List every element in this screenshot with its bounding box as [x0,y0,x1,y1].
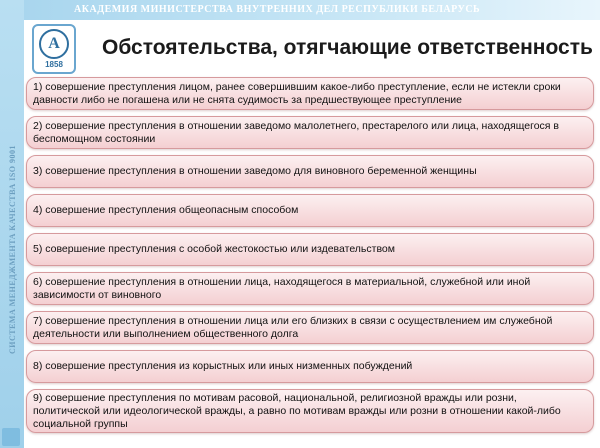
list-item-text: 7) совершение преступления в отношении лица или его близких в связи с осуществлением им служебной деятельности или выполнением общественного долга [33,314,553,340]
quality-system-caption [2,85,22,415]
list-item [26,194,594,227]
academy-name: АКАДЕМИЯ МИНИСТЕРСТВА ВНУТРЕННИХ ДЕЛ РЕСПУБЛИКИ БЕЛАРУСЬ [74,4,481,15]
academy-logo [32,24,76,74]
page-title: Обстоятельства, отягчающие ответственность [102,36,593,59]
list-item-text: 2) совершение преступления в отношении заведомо малолетнего, престарелого или лица, находящегося в беспомощном состоянии [33,119,559,145]
logo-year: 1858 [45,60,63,69]
list-item [26,272,594,305]
logo-letter: А [48,35,60,52]
list-item [26,77,594,110]
list-item [26,350,594,383]
circumstances-list [26,77,594,433]
list-item [26,116,594,149]
list-item [26,155,594,188]
list-item-text: 5) совершение преступления с особой жестокостью или издевательством [33,243,395,255]
list-item-text: 9) совершение преступления по мотивам расовой, национальной, религиозной вражды или розни, политической или идеологической вражды, а равно по мотивам вражды или розни в отношении какой-либо социальной группы [33,391,561,430]
list-item [26,233,594,266]
list-item-text: 1) совершение преступления лицом, ранее совершившим какое-либо преступление, если не истекли сроки давности либо не погашена или не снята судимость за предшествующее преступление [33,80,561,106]
quality-system-text: СИСТЕМА МЕНЕДЖМЕНТА КАЧЕСТВА ISO 9001 [7,145,17,355]
list-item-text: 4) совершение преступления общеопасным способом [33,204,299,216]
list-item [26,311,594,344]
header-bar [24,0,600,20]
list-item-text: 6) совершение преступления в отношении лица, находящегося в материальной, служебной или иной зависимости от виновного [33,275,531,301]
list-item-text: 8) совершение преступления из корыстных или иных низменных побуждений [33,360,413,372]
list-item-text: 3) совершение преступления в отношении заведомо для виновного беременной женщины [33,165,477,177]
logo-emblem-icon [39,29,69,59]
list-item [26,389,594,433]
corner-decoration [2,428,20,446]
